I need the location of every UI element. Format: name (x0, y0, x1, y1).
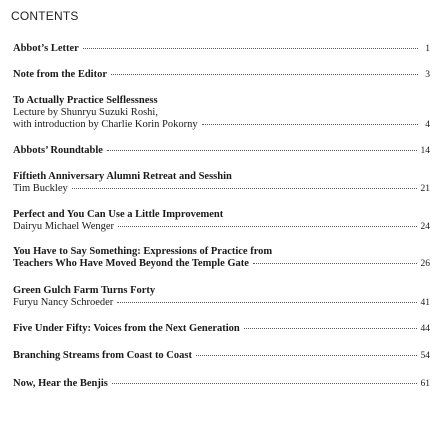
toc-entry-fiftieth-anniversary[interactable] (13, 171, 430, 195)
toc-entry-abbots-letter[interactable] (13, 43, 430, 55)
entry-title-continued: Teachers Who Have Moved Beyond the Temple Gate (13, 258, 249, 269)
entry-title: Five Under Fifty: Voices from the Next Generation (13, 323, 240, 334)
entry-title: Now, Hear the Benjis (13, 378, 108, 389)
page-number: 4 (425, 120, 430, 130)
page-number: 3 (425, 70, 430, 80)
leader-dots (112, 383, 417, 384)
entry-title: To Actually Practice Selflessness (13, 95, 158, 106)
page-number: 41 (420, 298, 430, 308)
page-number: 21 (420, 184, 430, 194)
leader-dots (83, 48, 418, 49)
toc-entry-selflessness[interactable] (13, 95, 430, 131)
entry-title: Abbots’ Roundtable (13, 145, 103, 156)
entry-title: Perfect and You Can Use a Little Improvement (13, 209, 224, 220)
entry-title: Abbot’s Letter (13, 43, 79, 54)
page-heading: CONTENTS (11, 9, 79, 23)
page-number: 44 (420, 324, 430, 334)
entry-subtitle: with introduction by Charlie Korin Pokorny (13, 119, 198, 130)
page-number: 26 (420, 259, 430, 269)
entry-title: Fiftieth Anniversary Alumni Retreat and Sesshin (13, 171, 232, 182)
leader-dots (107, 150, 417, 151)
page-number: 24 (420, 222, 430, 232)
toc-entry-perfect-improvement[interactable] (13, 209, 430, 233)
leader-dots (196, 355, 417, 356)
leader-dots (111, 74, 418, 75)
leader-dots (72, 188, 417, 189)
toc-entry-five-under-fifty[interactable] (13, 323, 430, 335)
leader-dots (117, 302, 416, 303)
toc-entry-say-something[interactable] (13, 246, 430, 270)
entry-author: Dairyu Michael Wenger (13, 221, 115, 232)
leader-dots (244, 328, 417, 329)
page-number: 14 (420, 146, 430, 156)
entry-author: Tim Buckley (13, 183, 68, 194)
entry-title: You Have to Say Something: Expressions of Practice from (13, 246, 273, 257)
leader-dots (253, 263, 417, 264)
toc-entry-hear-the-benjis[interactable] (13, 378, 430, 390)
page-number: 1 (425, 44, 430, 54)
entry-subtitle: Lecture by Shunryu Suzuki Roshi, (13, 107, 158, 118)
leader-dots (118, 226, 416, 227)
page-number: 61 (420, 379, 430, 389)
toc-entry-branching-streams[interactable] (13, 350, 430, 362)
toc-entry-abbots-roundtable[interactable] (13, 145, 430, 157)
entry-title: Green Gulch Farm Turns Forty (13, 285, 156, 296)
entry-title: Branching Streams from Coast to Coast (13, 350, 192, 361)
entry-author: Furyu Nancy Schroeder (13, 297, 114, 308)
page-number: 54 (420, 351, 430, 361)
entry-title: Note from the Editor (13, 69, 107, 80)
toc-entry-green-gulch[interactable] (13, 285, 430, 309)
toc-entry-note-from-editor[interactable] (13, 69, 430, 81)
leader-dots (202, 124, 418, 125)
